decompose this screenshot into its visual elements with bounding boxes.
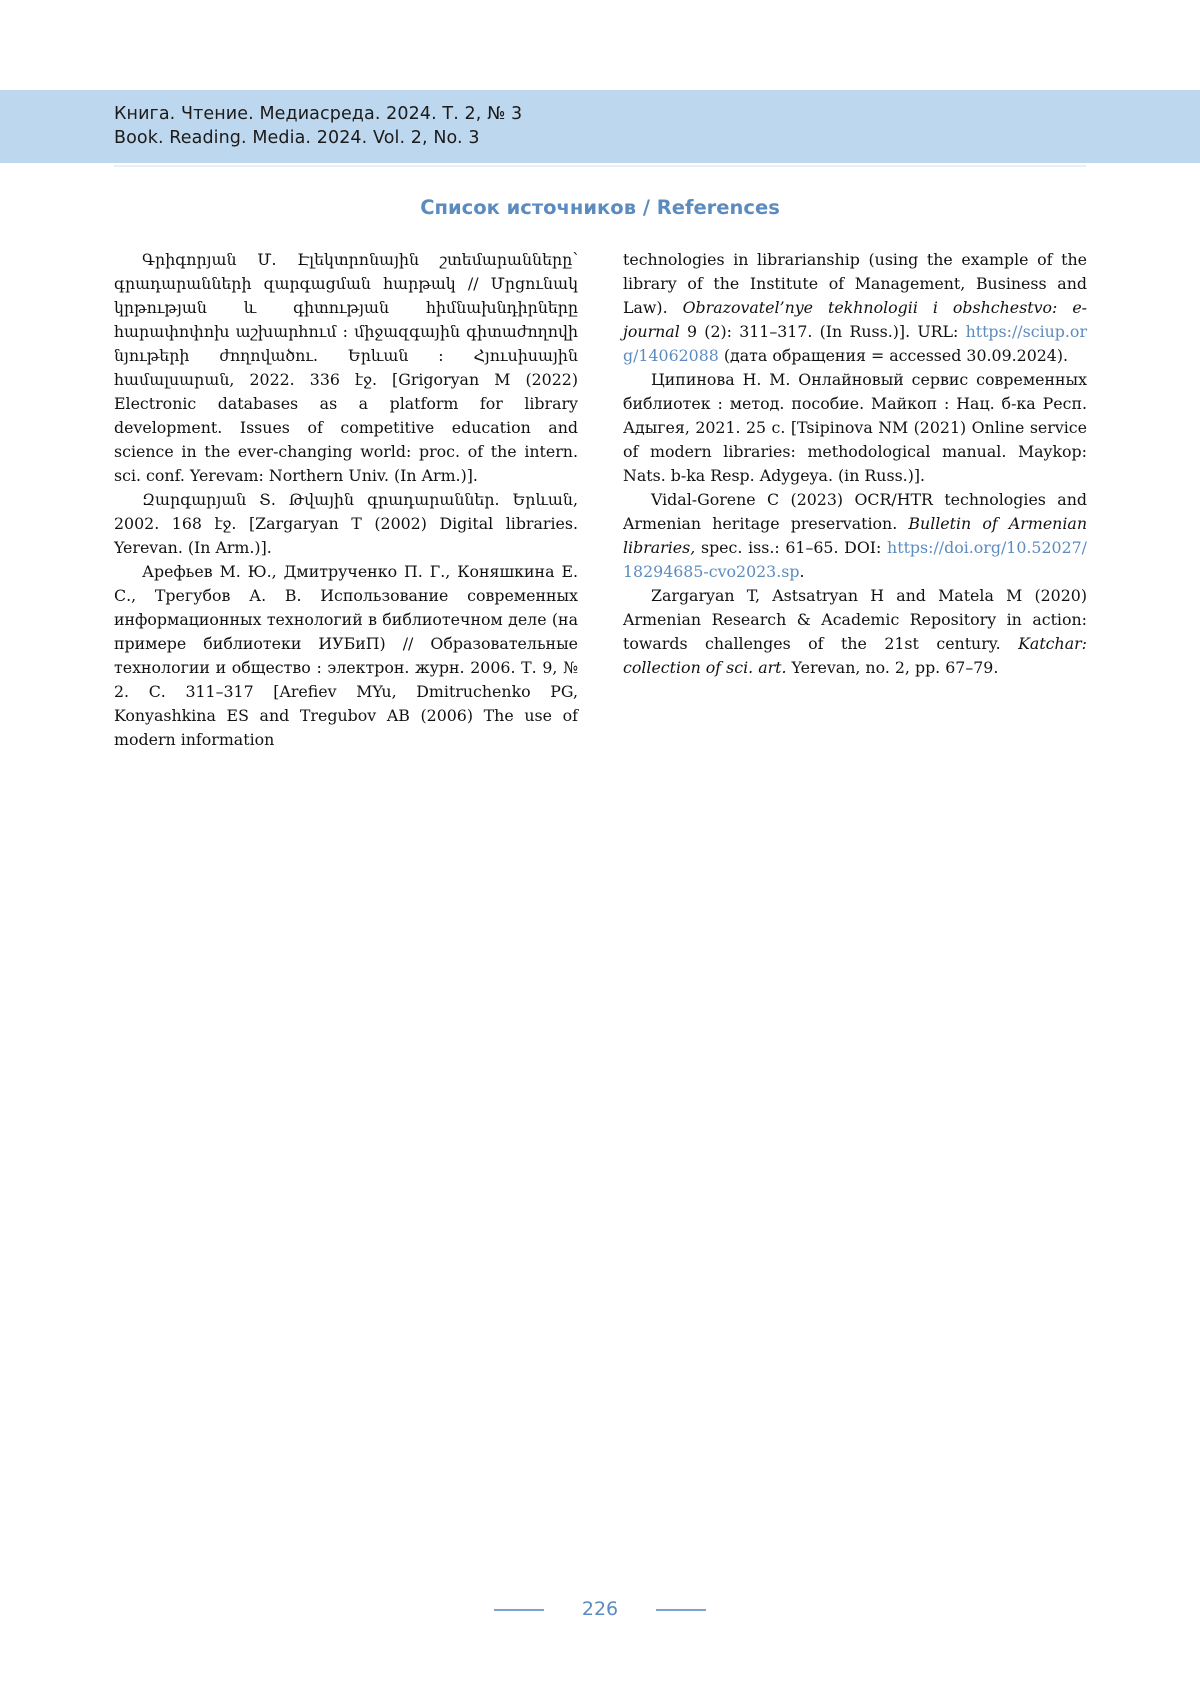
reference-text: Yerevan, no. 2, pp. 67–79. (786, 658, 999, 677)
reference-text: spec. iss.: 61–65. DOI: (695, 538, 888, 557)
header-divider (114, 165, 1086, 167)
journal-title-en: Book. Reading. Media. 2024. Vol. 2, No. 3 (114, 128, 480, 148)
journal-title-ru: Книга. Чтение. Медиасреда. 2024. Т. 2, № 3 (114, 104, 523, 124)
page-number: 226 (581, 1598, 619, 1620)
reference-text: technologies in librarianship (using the example of the library of the Institute of Management, Business and Law). (623, 250, 1087, 317)
reference-url-link[interactable]: https://sciup.org/14062088 (623, 322, 1087, 365)
reference-text: Vidal-Gorene C (2023) OCR/HTR technologies and Armenian heritage preservation. (623, 490, 1087, 533)
reference-item (623, 488, 1087, 584)
reference-item: Զարգարյան Տ. Թվային գրադարաններ. Երևան, 2002. 168 էջ. [Zargaryan T (2002) Digital libraries. Yerevan. (In Arm.)]. (114, 490, 578, 557)
reference-item-continued (623, 248, 1087, 368)
references-column-left (114, 248, 578, 752)
footer-line-right (656, 1609, 706, 1611)
reference-item: Գրիգորյան Մ. Էլեկտրոնային շտեմարանները՝ գրադարանների զարգացման հարթակ // Մրցունակ կրթության և գիտության հիմնախնդիրները հարափոփոխ աշխարհում : միջազգային գիտաժողովի նյութերի ժողովածու. Երևան : Հյուսիսային համալսարան, 2022. 336 էջ. [Grigoryan M (2022) Electronic databases as a platform for library development. Issues of competitive education and science in the ever-changing world: proc. of the intern. sci. conf. Yerevam: Northern Univ. (In Arm.)]. (114, 250, 578, 485)
reference-item: Арефьев М. Ю., Дмитрученко П. Г., Коняшкина Е. С., Трегубов А. В. Использование современных информационных технологий в библиотечном деле (на примере библиотеки ИУБиП) // Образовательные технологии и общество : электрон. журн. 2006. Т. 9, № 2. С. 311–317 [Arefiev MYu, Dmitruchenko PG, Konyashkina ES and Tregubov AB (2006) The use of modern information (114, 562, 578, 749)
reference-text: . (799, 562, 805, 581)
reference-text: Zargaryan T, Astsatryan H and Matela M (2020) Armenian Research & Academic Repository in action: towards challenges of the 21st century. (623, 586, 1087, 653)
journal-name: Obrazovatel’nye tekhnologii i obshchestvo: e-journal (623, 298, 1088, 341)
reference-text: 9 (2): 311–317. (In Russ.)]. URL: (679, 322, 966, 341)
reference-text: (дата обращения = accessed 30.09.2024). (718, 346, 1069, 365)
references-column-right (623, 248, 1087, 680)
header-band (0, 90, 1200, 163)
journal-name: Katchar: collection of sci. art. (623, 634, 1087, 677)
reference-item (623, 584, 1087, 680)
section-title: Список источников / References (420, 196, 780, 219)
journal-name: Bulletin of Armenian libraries, (623, 514, 1087, 557)
reference-doi-link[interactable]: https://doi.org/10.52027/18294685-cvo2023.sp (623, 538, 1087, 581)
reference-item: Ципинова Н. М. Онлайновый сервис современных библиотек : метод. пособие. Майкоп : Нац. б-ка Респ. Адыгея, 2021. 25 с. [Tsipinova NM (2021) Online service of modern libraries: methodological manual. Maykop: Nats. b-ka Resp. Adygeya. (in Russ.)]. (623, 370, 1087, 485)
